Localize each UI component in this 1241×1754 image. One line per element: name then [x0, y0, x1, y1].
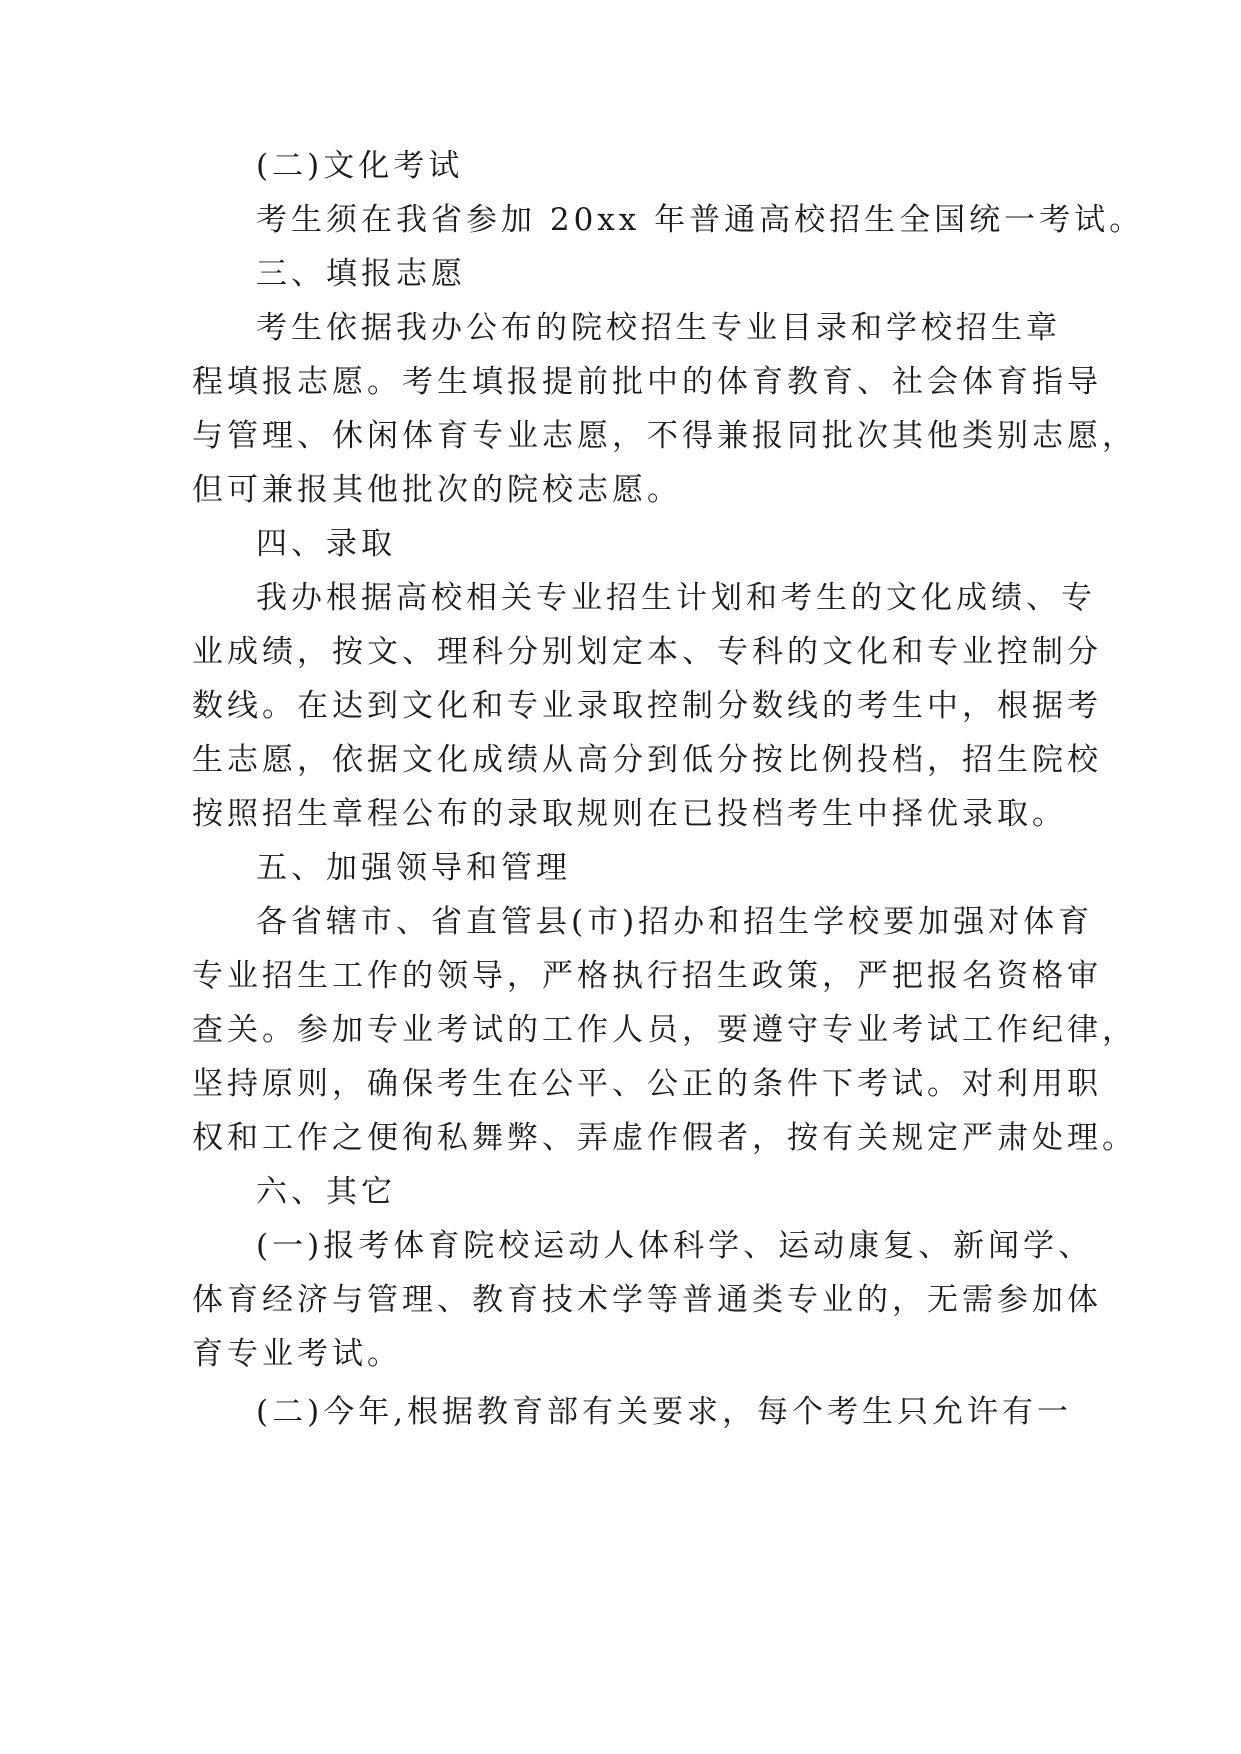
paragraph-line: 专业招生工作的领导，严格执行招生政策，严把报名资格审 — [192, 958, 1102, 994]
paragraph-line: 查关。参加专业考试的工作人员，要遵守专业考试工作纪律， — [192, 1012, 1137, 1048]
section-heading: 四、录取 — [256, 526, 396, 562]
section-heading: 五、加强领导和管理 — [256, 850, 571, 886]
paragraph-line: (一)报考体育院校运动人体科学、运动康复、新闻学、 — [256, 1228, 1094, 1264]
paragraph-line: 业成绩，按文、理科分别划定本、专科的文化和专业控制分 — [192, 634, 1102, 670]
paragraph-line: 与管理、休闲体育专业志愿，不得兼报同批次其他类别志愿， — [192, 418, 1137, 454]
paragraph-line: 考生须在我省参加 20xx 年普通高校招生全国统一考试。 — [256, 202, 1145, 238]
paragraph-line: 数线。在达到文化和专业录取控制分数线的考生中，根据考 — [192, 688, 1102, 724]
section-heading: 三、填报志愿 — [256, 256, 466, 292]
paragraph-line: 按照招生章程公布的录取规则在已投档考生中择优录取。 — [192, 796, 1067, 832]
paragraph-line: 程填报志愿。考生填报提前批中的体育教育、社会体育指导 — [192, 364, 1102, 400]
paragraph-line: 生志愿，依据文化成绩从高分到低分按比例投档，招生院校 — [192, 742, 1102, 778]
paragraph-line: 权和工作之便徇私舞弊、弄虚作假者，按有关规定严肃处理。 — [192, 1120, 1137, 1156]
paragraph-line: 考生依据我办公布的院校招生专业目录和学校招生章 — [256, 310, 1061, 346]
paragraph-line: (二)今年,根据教育部有关要求，每个考生只允许有一 — [256, 1394, 1073, 1430]
paragraph-line: 各省辖市、省直管县(市)招办和招生学校要加强对体育 — [256, 904, 1094, 940]
paragraph-line: 育专业考试。 — [192, 1336, 402, 1372]
paragraph-line: 我办根据高校相关专业招生计划和考生的文化成绩、专 — [256, 580, 1096, 616]
paragraph-line: 但可兼报其他批次的院校志愿。 — [192, 472, 682, 508]
section-heading: 六、其它 — [256, 1174, 396, 1210]
paragraph-line: 体育经济与管理、教育技术学等普通类专业的，无需参加体 — [192, 1282, 1102, 1318]
section-heading: (二)文化考试 — [256, 148, 464, 184]
paragraph-line: 坚持原则，确保考生在公平、公正的条件下考试。对利用职 — [192, 1066, 1102, 1102]
